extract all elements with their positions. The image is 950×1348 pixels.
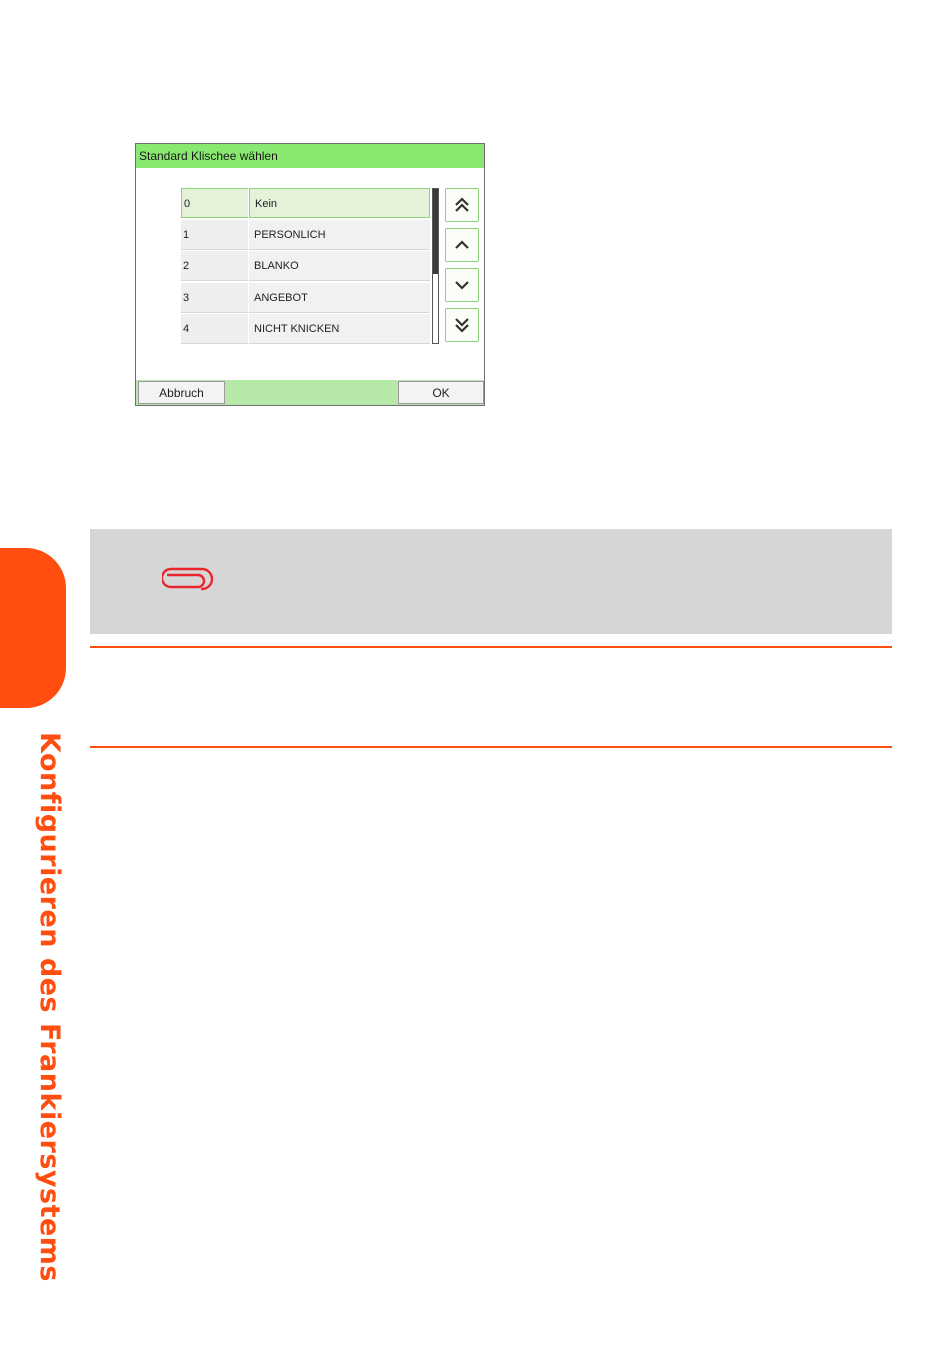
chevron-down-icon	[453, 276, 471, 294]
item-label: Kein	[249, 188, 430, 218]
item-label: BLANKO	[249, 251, 430, 281]
list-item[interactable]	[181, 314, 433, 346]
divider	[90, 646, 892, 648]
item-number: 4	[181, 314, 248, 344]
list-item[interactable]	[181, 220, 433, 252]
note-box	[90, 529, 892, 634]
page-up-button[interactable]	[445, 188, 479, 222]
chapter-tab	[0, 548, 66, 708]
item-number: 2	[181, 251, 248, 281]
scrollbar-thumb[interactable]	[433, 189, 438, 274]
chevron-up-icon	[453, 236, 471, 254]
item-label: ANGEBOT	[249, 283, 430, 313]
scroll-down-button[interactable]	[445, 268, 479, 302]
ok-button[interactable]: OK	[398, 381, 484, 404]
double-chevron-down-icon	[453, 316, 471, 334]
scroll-up-button[interactable]	[445, 228, 479, 262]
cliche-list	[181, 188, 433, 346]
item-number: 0	[181, 188, 248, 218]
paperclip-icon	[162, 566, 214, 592]
double-chevron-up-icon	[453, 196, 471, 214]
softkey-bar	[136, 380, 484, 405]
list-item[interactable]	[181, 188, 433, 220]
cancel-button[interactable]: Abbruch	[138, 381, 225, 404]
screen-title: Standard Klischee wählen	[136, 144, 484, 168]
list-item[interactable]	[181, 251, 433, 283]
device-screen	[135, 143, 485, 406]
scrollbar[interactable]	[432, 188, 439, 344]
divider	[90, 746, 892, 748]
item-number: 3	[181, 283, 248, 313]
item-number: 1	[181, 220, 248, 250]
page-down-button[interactable]	[445, 308, 479, 342]
chapter-title: Konfigurieren des Frankiersystems	[34, 732, 65, 1282]
list-item[interactable]	[181, 283, 433, 315]
item-label: PERSONLICH	[249, 220, 430, 250]
item-label: NICHT KNICKEN	[249, 314, 430, 344]
